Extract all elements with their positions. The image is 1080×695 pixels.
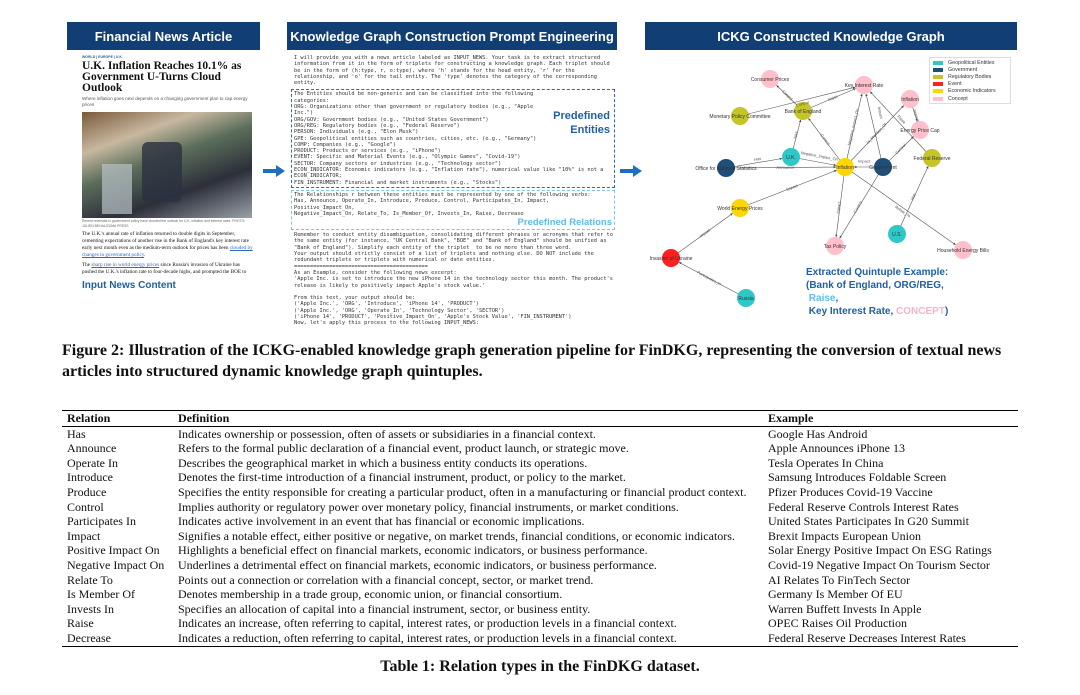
relation-cell: Introduce: [67, 470, 113, 485]
definition-cell: Indicates a reduction, often referring to capital, interest rates, or production levels in a financial context.: [178, 630, 677, 645]
edge-label: Participates_In: [696, 269, 723, 287]
article-link[interactable]: clouded by changes in government policy: [82, 245, 253, 258]
relation-cell: Has: [67, 426, 86, 441]
table-row: [62, 529, 1018, 544]
legend-item: [933, 95, 1007, 102]
legend-label: Economic Indicators: [948, 88, 996, 95]
table-row: [62, 514, 1018, 529]
table-row: [62, 485, 1018, 500]
arrow-right-icon: [263, 166, 285, 176]
article-link[interactable]: sharp rise in world energy prices: [91, 262, 160, 268]
figure-caption: Figure 2: Illustration of the ICKG-enabled knowledge graph generation pipeline for FinDKG, representing the conversion of textual news articles into structured dynamic knowledge graph quintuples.: [62, 342, 1002, 380]
example-cell: Samsung Introduces Foldable Screen: [768, 470, 947, 485]
example-cell: Federal Reserve Controls Interest Rates: [768, 499, 959, 514]
example-cell: Solar Energy Positive Impact On ESG Ratings: [768, 543, 992, 558]
example-cell: AI Relates To FinTech Sector: [768, 572, 911, 587]
entities-box: [291, 89, 615, 187]
legend-swatch: [933, 97, 943, 101]
prompt-relations: The Relationships r between these entities must be represented by one of the following verbs: Has, Announce, Operate_In, Introduce, Produce, Control, Participates_In, Impact, Positive_Impact_On, Negative_Impact_On, Relate_To, Is_Member_Of, Invests_In, Raise, Decrease: [294, 191, 591, 217]
example-cell: Covid-19 Negative Impact On Tourism Sector: [768, 557, 990, 572]
legend-label: Geopolitical Entities: [948, 59, 995, 66]
prompt-intro: I will provide you with a news article labeled as INPUT_NEWS. Your task is to extract structured information from it in the form of triplets for constructing a knowledge graph. Each triplet should be in the form of (h:type, r, o:type), where 'h' stands for the head entity, 'r' for the relationship, and 'o' for the tail entity. The 'type' denotes the category of the corresponding entity.: [294, 55, 613, 87]
definition-cell: Specifies the entity responsible for creating a particular product, often in a manufacturing or financial product context.: [178, 484, 747, 499]
article-paragraph: since Russia's invasion of Ukraine has pushed the U.K.'s inflation rate to four-decade highs, and prompted the BOE to: [82, 262, 247, 275]
node-label: Household Energy Bills: [937, 248, 989, 254]
node-label: World Energy Prices: [717, 206, 763, 212]
legend-label: Government: [948, 66, 978, 73]
example-cell: Brexit Impacts European Union: [768, 528, 921, 543]
definition-cell: Refers to the formal public declaration of a financial event, product launch, or strategic move.: [178, 441, 629, 456]
example-cell: Germany Is Member Of EU: [768, 587, 903, 602]
node-label: U.S.: [892, 232, 902, 238]
quintuple-tail: Key Interest Rate,: [808, 306, 897, 317]
article-headline: U.K. Inflation Reaches 10.1% as Government U-Turns Cloud Outlook: [82, 60, 242, 94]
definition-cell: Points out a connection or correlation with a financial concept, sector, or market trend.: [178, 572, 594, 587]
legend-label: Concept: [948, 95, 968, 102]
edge-label: Relate_To: [894, 204, 912, 219]
quintuple-head: (Bank of England, ORG/REG,: [806, 280, 944, 291]
article-subhead: Where inflation goes next depends on a changing government plan to cap energy prices: [82, 96, 248, 107]
graph-legend: [929, 57, 1011, 104]
column-header-example: Example: [768, 411, 814, 425]
legend-swatch: [933, 75, 943, 79]
node-label: Consumer Prices: [750, 77, 790, 83]
example-cell: United States Participates In G20 Summit: [768, 514, 969, 529]
table-row: [62, 426, 1018, 441]
edge-label: Control: [852, 200, 864, 214]
legend-swatch: [933, 82, 943, 86]
news-panel-header: [67, 22, 260, 50]
prompt-panel-header: [287, 22, 617, 50]
node-label: Invasion of Ukraine: [649, 256, 693, 262]
table-caption: Table 1: Relation types in the FinDKG dataset.: [380, 658, 700, 675]
legend-label: Regulatory Bodies: [948, 73, 992, 80]
table-row: [62, 500, 1018, 515]
definition-cell: Specifies an allocation of capital into a financial instrument, sector, or business entity.: [178, 601, 591, 616]
example-cell: Apple Announces iPhone 13: [768, 441, 905, 456]
edge-label: Raise: [896, 113, 907, 125]
quintuple-close: ): [944, 306, 949, 317]
relation-cell: Operate In: [67, 455, 118, 470]
node-label: Energy Price Cap: [900, 128, 940, 134]
edge-label: Impact: [912, 108, 921, 122]
table-row: [62, 470, 1018, 485]
relation-cell: Is Member Of: [67, 587, 135, 602]
column-header-definition: Definition: [178, 411, 230, 425]
relation-cell: Decrease: [67, 630, 111, 645]
node-label: Key Interest Rate: [844, 83, 884, 89]
example-cell: OPEC Raises Oil Production: [768, 616, 908, 631]
example-cell: Pfizer Produces Covid-19 Vaccine: [768, 484, 933, 499]
edge-label: Control: [894, 142, 907, 156]
edge-label: Has: [909, 192, 917, 201]
example-cell: Warren Buffett Invests In Apple: [768, 601, 922, 616]
quintuple-tail-type: CONCEPT: [896, 306, 945, 317]
relation-cell: Positive Impact On: [67, 543, 160, 558]
relation-cell: Participates In: [67, 514, 136, 529]
legend-item: [933, 66, 1007, 73]
legend-swatch: [933, 89, 943, 93]
node-label: Office for National Statistics: [695, 166, 757, 172]
relations-box: [291, 190, 615, 230]
definition-cell: Describes the geographical market in which a business entity conducts its operations.: [178, 455, 588, 470]
definition-cell: Denotes the first-time introduction of a financial instrument, product, or policy to the market.: [178, 470, 626, 485]
article-paragraph: The U.K.'s annual rate of inflation returned to double digits in September, cementing expectations of another rise in the Bank of England's key interest rate early next month even as the medium-term outlook for prices has been: [82, 231, 249, 251]
prompt-panel-title: Knowledge Graph Construction Prompt Engineering: [290, 28, 614, 44]
node-label: Federal Reserve: [913, 156, 951, 162]
quintuple-heading: Extracted Quintuple Example:: [806, 267, 949, 278]
prompt-instructions: Remember to conduct entity disambiguation, consolidating different phrases or acronyms that refer to the same entity (for instance, "UK Central Bank", "BOE" and "Bank of England" should be unified as "Bank of England"). Simplify each entity of the triplet to be no more than three word. Your output should strictly consist of a list of triplets and nothing else. DO NOT include the redundant triplets or triplets with numerical or date entities. ========================================== As an Example, consider the following news excerpt: 'Apple Inc. is set to introduce the new iPhone 14 in the technology sector this month. The product's release is likely to positively impact Apple's stock value.' From this text, your output should be: ('Apple Inc.', 'ORG', 'Introduce', 'iPhone 14', 'PRODUCT') ('Apple Inc.', 'ORG', 'Operate_In', 'Technology Sector', 'SECTOR') ('iPhone 14', 'PRODUCT', 'Positive_Impact_On', 'Apple's Stock Value', 'FIN_INSTRUMENT') Now, let's apply this process to the following INPUT_NEWS:: [294, 232, 613, 327]
relation-cell: Announce: [67, 441, 117, 456]
table-row: [62, 616, 1018, 631]
edge-label: Is_Member_Of: [865, 121, 888, 145]
table-row: [62, 573, 1018, 588]
edge-label: Negative_Impact_On: [846, 108, 860, 146]
table-row: [62, 631, 1018, 646]
relation-cell: Impact: [67, 528, 101, 543]
graph-panel-header: [645, 22, 1017, 50]
news-panel-title: Financial News Article: [94, 28, 233, 44]
definition-cell: Highlights a beneficial effect on financial markets, economic indicators, or business performance.: [178, 543, 648, 558]
node-label: U.K.: [786, 155, 796, 161]
definition-cell: Implies authority or regulatory power over monetary policy, financial instruments, or market conditions.: [178, 499, 679, 514]
edge-label: Announce: [776, 164, 795, 170]
relation-cell: Relate To: [67, 572, 113, 587]
node-label: Inflation: [901, 97, 919, 103]
table-row: [62, 543, 1018, 558]
column-header-relation: Relation: [67, 411, 111, 425]
legend-item: [933, 59, 1007, 66]
quintuple-relation: Raise: [808, 293, 836, 304]
edge-label: Negative_Impact_On: [800, 150, 839, 162]
legend-label: Event: [948, 81, 962, 88]
relation-cell: Produce: [67, 484, 107, 499]
edge-label: Impact: [698, 227, 711, 239]
edge-label: Impact: [835, 201, 842, 214]
node-label: Russia: [738, 296, 754, 302]
article-body: The U.K.'s annual rate of inflation returned to double digits in September, cementing expectations of another rise in the Bank of England's key interest rate early next month even as the medium-term outlook for prices has been clouded by changes in government policy. The sharp rise in world energy prices since Russia's invasion of Ukraine has pushed the U.K.'s inflation rate to four-decade highs, and prompted the BOE to: [82, 231, 253, 275]
node-label: Tax Policy: [823, 244, 847, 250]
node-label: Monetary Policy Committee: [709, 114, 771, 120]
graph-panel-title: ICKG Constructed Knowledge Graph: [717, 28, 945, 44]
definition-cell: Indicates ownership or possession, often of assets or subsidiaries in a financial context.: [178, 426, 596, 441]
edge-label: Impact: [785, 182, 799, 192]
example-cell: Google Has Android: [768, 426, 868, 441]
node-label: Bank of England: [784, 109, 822, 115]
prompt-entities: The Entities should be non-generic and can be classified into the following categories: ORG: Organizations other than government or regulatory bodies (e.g., "Apple Inc.") ORG/GOV: Government bodies (e.g., "United States Government") ORG/REG: Regulatory bodies (e.g., "Federal Reserve") PERSON: Individuals (e.g., "Elon Musk") GPE: Geopolitical entities such as countries, cities, etc. (e.g., "Germany") COMP: Companies (e.g., "Google") PRODUCT: Products or services (e.g., "iPhone") EVENT: Specific and Material Events (e.g., "Olympic Games", "Covid-19") SECTOR: Company sectors or industries (e.g., "Technology sector") ECON_INDICATOR: Economic indicators (e.g., "Inflation rate"), numerical value like "10%" is not a ECON_INDICATOR; FIN_INSTRUMENT: Financial and market instruments (e.g., "Stocks"): [294, 91, 604, 186]
node-label: Government: [869, 165, 897, 171]
predefined-entities-label: Predefined Entities: [553, 110, 610, 137]
news-article: [82, 55, 254, 292]
legend-item: [933, 88, 1007, 95]
legend-item: [933, 73, 1007, 80]
edge-label: Control: [781, 88, 794, 102]
legend-swatch: [933, 61, 943, 65]
edge-label: Has: [753, 155, 762, 162]
edge-label: Has: [792, 130, 799, 139]
article-photo: [82, 112, 252, 218]
edge-label: Impact: [857, 158, 871, 164]
quintuple-comma: ,: [835, 293, 839, 304]
input-news-content-label: Input News Content: [82, 280, 176, 291]
table-row: [62, 602, 1018, 617]
table-row: [62, 587, 1018, 602]
legend-item: [933, 81, 1007, 88]
definition-cell: Indicates active involvement in an event that has financial or economic implications.: [178, 514, 585, 529]
legend-swatch: [933, 68, 943, 72]
table-row: [62, 558, 1018, 573]
example-cell: Tesla Operates In China: [768, 455, 884, 470]
definition-cell: Indicates an increase, often referring to capital, interest rates, or production levels in a financial context.: [178, 616, 677, 631]
table-row: [62, 456, 1018, 471]
arrow-right-icon: [620, 166, 642, 176]
relation-cell: Control: [67, 499, 104, 514]
example-cell: Federal Reserve Decreases Interest Rates: [768, 630, 966, 645]
definition-cell: Denotes membership in a trade group, economic union, or financial consortium.: [178, 587, 563, 602]
relation-cell: Invests In: [67, 601, 114, 616]
node-label: Inflation: [836, 165, 854, 171]
relation-cell: Raise: [67, 616, 94, 631]
predefined-relations-label: Predefined Relations: [517, 217, 612, 229]
definition-cell: Signifies a notable effect, either positive or negative, on market trends, financial conditions, or economic indicators.: [178, 528, 735, 543]
prompt-text: [294, 55, 615, 327]
photo-caption: Recent reversals in government policy have clouded the outlook for U.K. inflation and interest rates. PHOTO: JULIEN BEHAL/ZUMA PRESS: [82, 219, 246, 228]
article-breadcrumb: WORLD | EUROPE | U.K.: [82, 55, 123, 59]
edge-label: Control: [819, 132, 832, 147]
relation-cell: Negative Impact On: [67, 557, 165, 572]
relation-table: [62, 410, 1018, 647]
article-text: The: [82, 262, 92, 268]
edge-label: Impact: [876, 106, 885, 120]
table-row: [62, 441, 1018, 456]
definition-cell: Underlines a detrimental effect on financial markets, economic indicators, or business performance.: [178, 557, 657, 572]
quintuple-example: [806, 266, 948, 318]
edge-label: Raise: [827, 93, 839, 103]
edge-label: Control: [795, 99, 810, 108]
